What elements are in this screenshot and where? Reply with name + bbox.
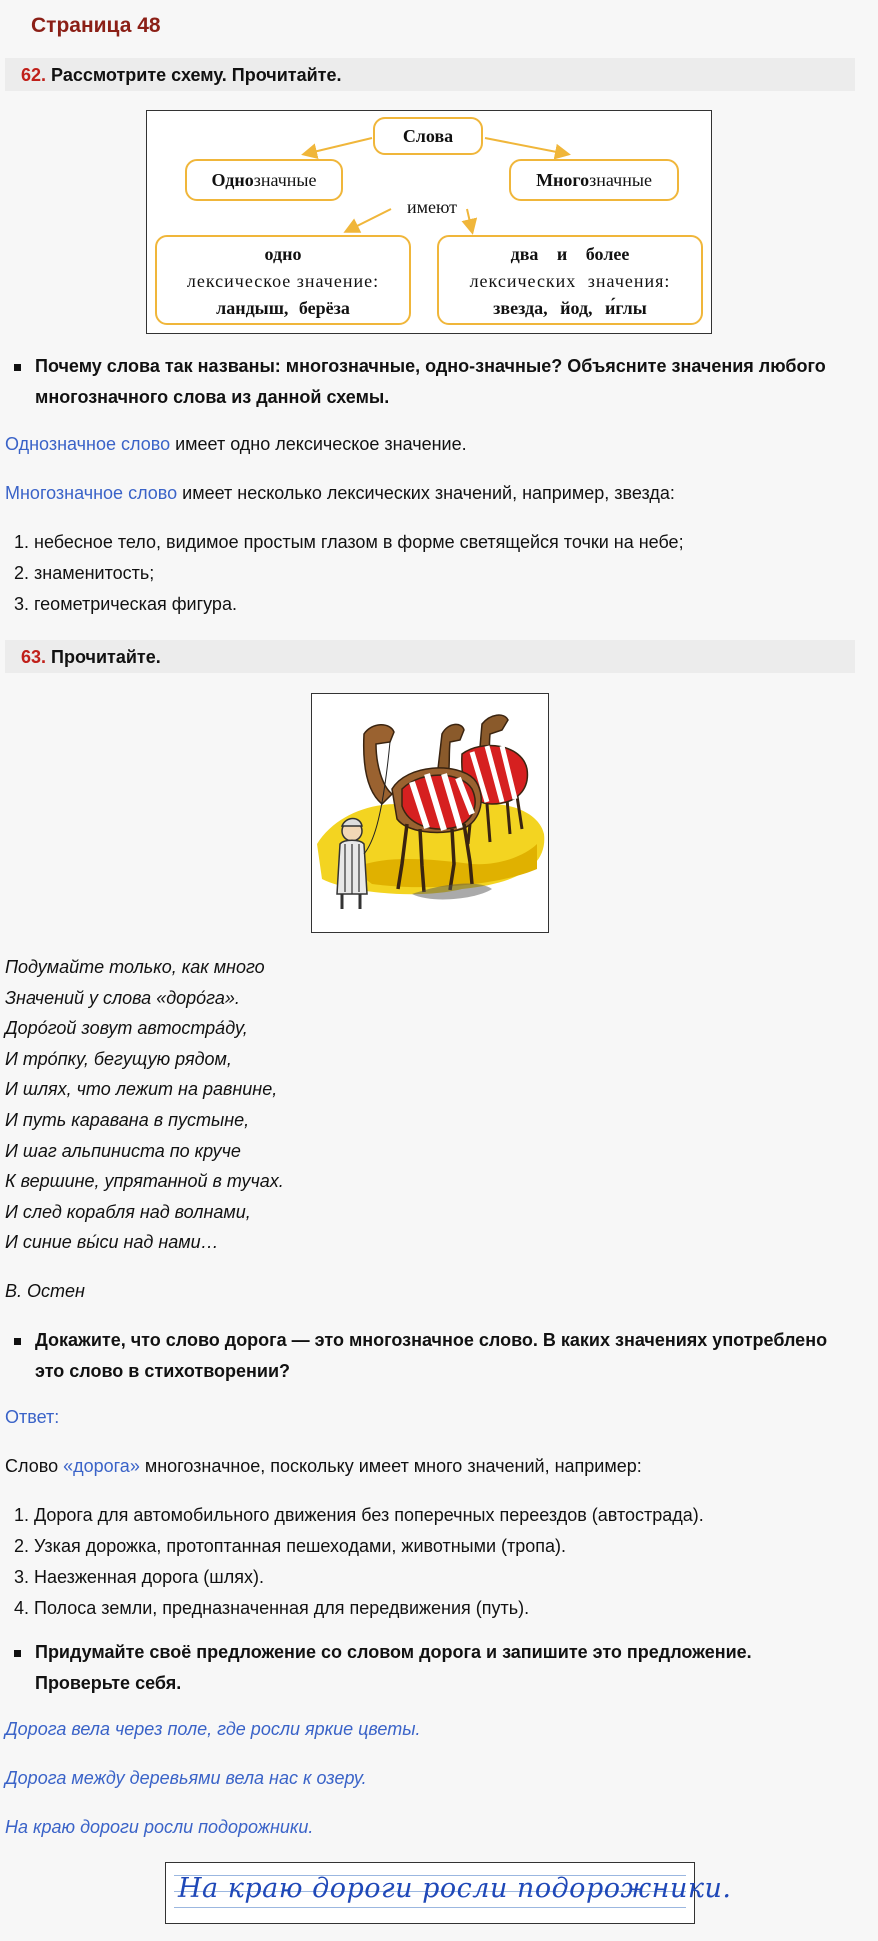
- poem-line: И тро́пку, бегущую рядом,: [5, 1048, 232, 1069]
- poem: [5, 952, 284, 1258]
- list-item: 1. Дорога для автомобильного движения без поперечных переездов (автострада).: [34, 1500, 704, 1531]
- answer-meanings-list: [5, 1500, 704, 1624]
- answer-intro: Слово «дорога» многозначное, поскольку имеет много значений, например:: [5, 1456, 642, 1476]
- list-item: 3. геометрическая фигура.: [34, 589, 684, 620]
- task-63-header: [5, 640, 855, 673]
- scheme-top-box: Слова: [373, 117, 483, 155]
- task-62-header: [5, 58, 855, 91]
- poem-line: И шаг альпиниста по круче: [5, 1140, 241, 1161]
- task-63-number: 63.: [21, 647, 47, 667]
- task-63-title: Прочитайте.: [51, 647, 161, 667]
- page-title: Страница 48: [31, 14, 161, 37]
- task-62-number: 62.: [21, 65, 47, 85]
- example-sentence: На краю дороги росли подорожники.: [5, 1817, 314, 1837]
- handwritten-sentence-card: [165, 1862, 732, 1924]
- list-item: 4. Полоса земли, предназначенная для передвижения (путь).: [34, 1593, 704, 1624]
- poem-line: И шлях, что лежит на равнине,: [5, 1079, 278, 1100]
- term-multi-meaning-word: Многозначное слово: [5, 483, 178, 503]
- scheme-middle-label: имеют: [406, 197, 458, 217]
- poem-line: И синие вы́си над нами…: [5, 1232, 219, 1253]
- handwritten-sentence: На краю дороги росли подорожники.: [178, 1873, 732, 1904]
- task-63-question-2: Придумайте своё предложение со словом дорога и запишите это предложение. Проверьте себя.: [0, 1637, 840, 1699]
- poem-author: В. Остен: [5, 1281, 85, 1301]
- scheme-single-meaning-box: Однозначные: [185, 159, 343, 201]
- scheme-multi-meaning-detail: два и более лексических значения: звезда, йод, и́глы: [437, 235, 703, 325]
- word-scheme-diagram: [146, 110, 712, 334]
- scheme-multi-meaning-box: Многозначные: [509, 159, 679, 201]
- list-item: 2. знаменитость;: [34, 558, 684, 589]
- task-62-title: Рассмотрите схему. Прочитайте.: [51, 65, 342, 85]
- poem-line: Доро́гой зовут автостра́ду,: [5, 1018, 248, 1039]
- camel-caravan-illustration: [311, 693, 549, 933]
- list-item: 1. небесное тело, видимое простым глазом в форме светящейся точки на небе;: [34, 527, 684, 558]
- poem-line: К вершине, упрятанной в тучах.: [5, 1171, 284, 1192]
- list-item: 2. Узкая дорожка, протоптанная пешеходами, животными (тропа).: [34, 1531, 704, 1562]
- poem-line: Значений у слова «доро́га».: [5, 987, 240, 1008]
- meanings-list: [5, 527, 684, 620]
- list-item: 3. Наезженная дорога (шлях).: [34, 1562, 704, 1593]
- answer-highlighted-word: «дорога»: [63, 1456, 140, 1476]
- poem-line: Подумайте только, как много: [5, 957, 265, 977]
- task-62-question: Почему слова так названы: многозначные, одно-значные? Объясните значения любого многозначного слова из данной схемы.: [0, 351, 840, 413]
- example-sentence: Дорога вела через поле, где росли яркие цветы.: [5, 1719, 421, 1739]
- answer-label: Ответ:: [5, 1407, 60, 1427]
- term-single-meaning-word: Однозначное слово: [5, 434, 171, 454]
- poem-line: И след корабля над волнами,: [5, 1201, 251, 1222]
- task-63-question-1: Докажите, что слово дорога — это многозначное слово. В каких значениях употреблено это слово в стихотворении?: [0, 1325, 840, 1387]
- example-sentence: Дорога между деревьями вела нас к озеру.: [5, 1768, 367, 1788]
- definition-single-meaning: Однозначное слово имеет одно лексическое значение.: [5, 434, 467, 454]
- scheme-single-meaning-detail: одно лексическое значение: ландыш, берёза: [155, 235, 411, 325]
- poem-line: И путь каравана в пустыне,: [5, 1109, 250, 1130]
- definition-multi-meaning: Многозначное слово имеет несколько лексических значений, например, звезда:: [5, 483, 675, 503]
